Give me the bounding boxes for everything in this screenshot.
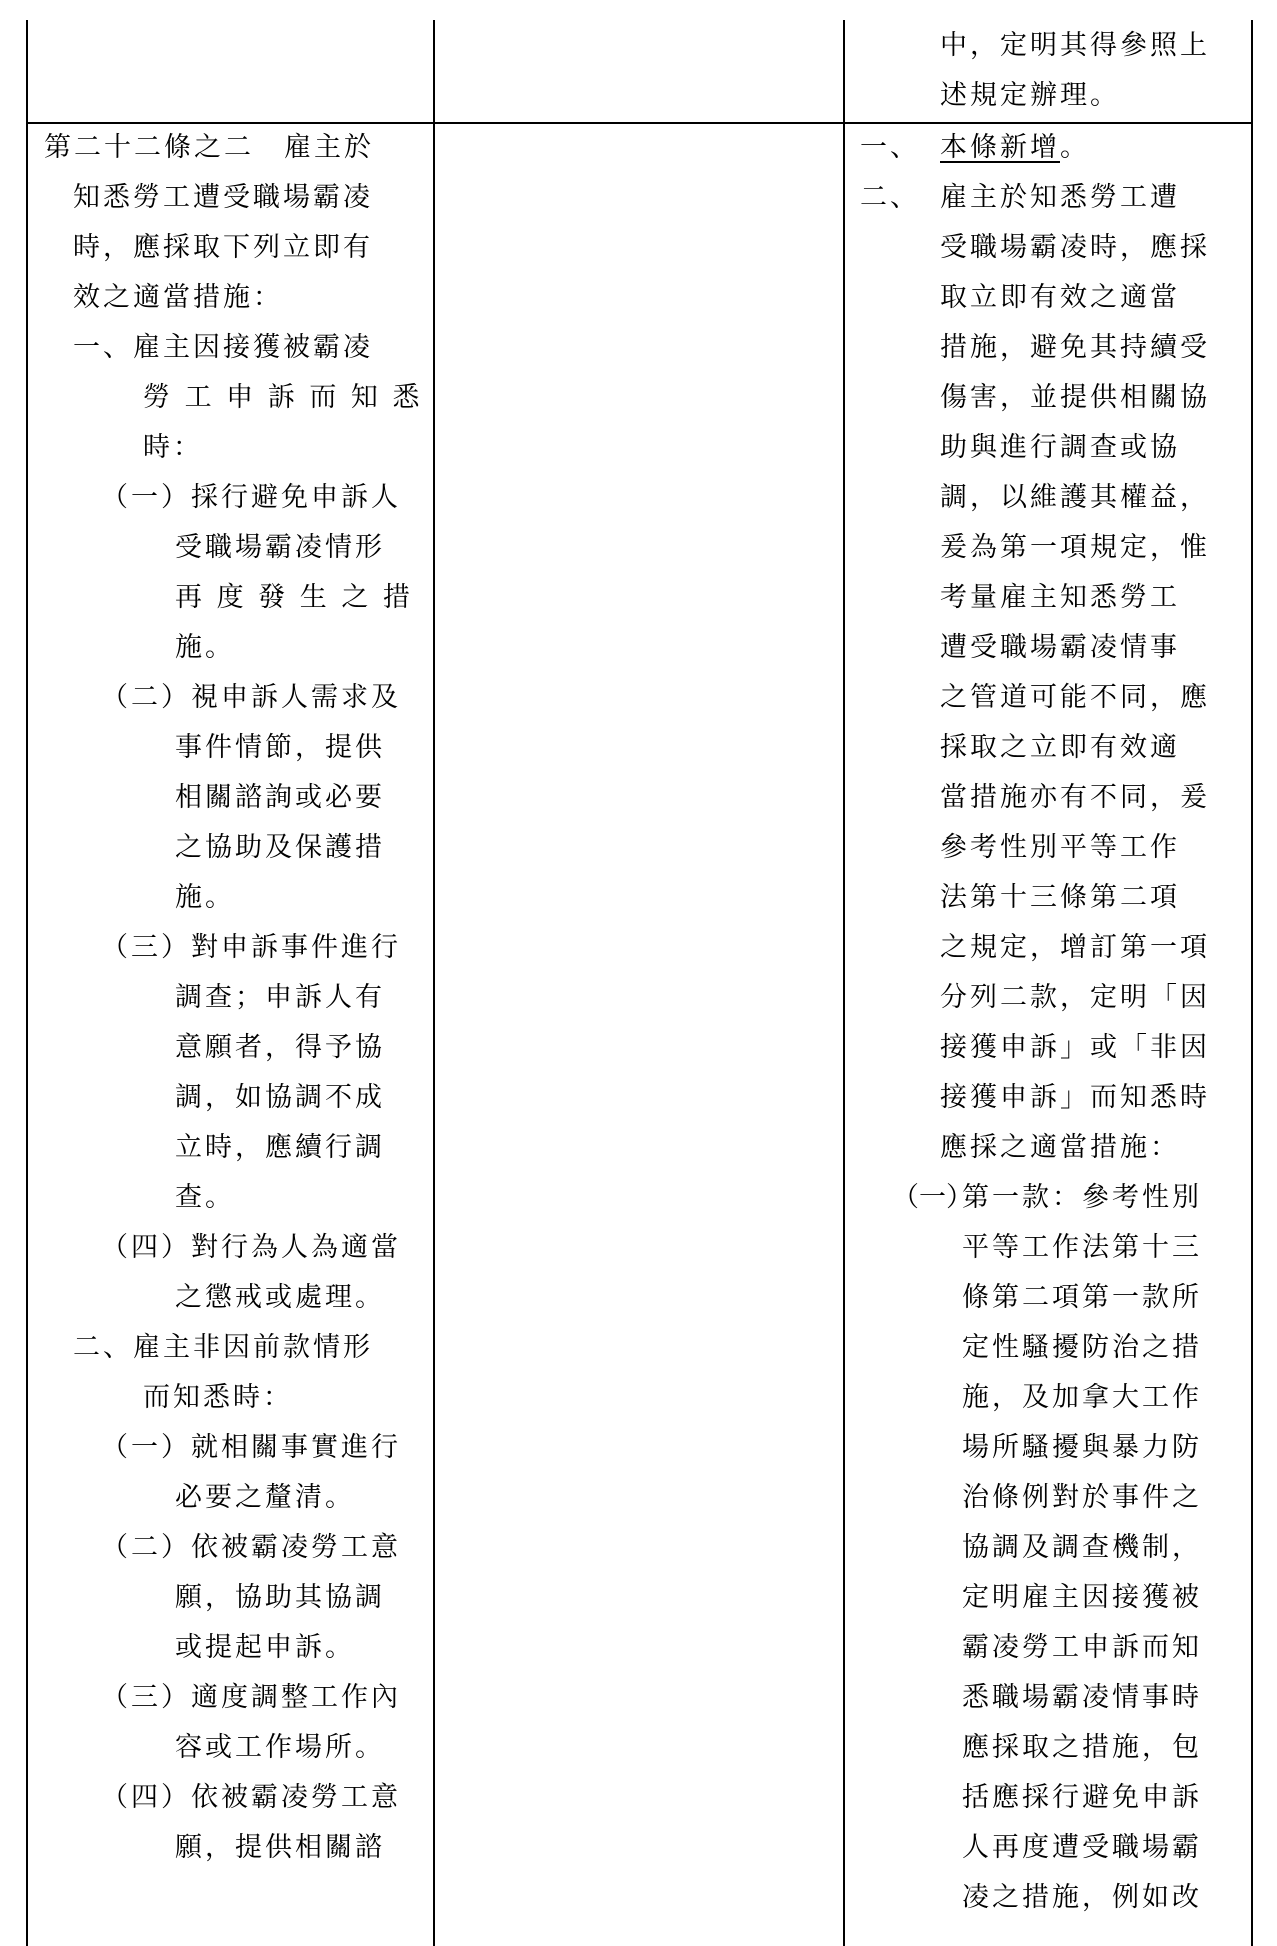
text-line: 悉職場霸凌情事時 xyxy=(962,1682,1202,1713)
text-line: 霸凌勞工申訴而知 xyxy=(962,1632,1202,1663)
punctuation: 。 xyxy=(1060,132,1090,163)
item-label: 一、 xyxy=(860,132,920,163)
text-line: 受職場霸凌時，應採 xyxy=(940,232,1210,263)
text-line: 定明雇主因接獲被 xyxy=(962,1582,1202,1613)
text-line: 調，以維護其權益， xyxy=(940,482,1210,513)
text-line: 意願者，得予協 xyxy=(175,1032,385,1063)
text-line: （四）依被霸凌勞工意 xyxy=(101,1782,401,1813)
row-divider xyxy=(26,122,1253,124)
text-line: 平等工作法第十三 xyxy=(962,1232,1202,1263)
text-line: 第一款：參考性別 xyxy=(962,1182,1202,1213)
text-line: 中，定明其得參照上 xyxy=(940,30,1210,61)
text-line: 述規定辦理。 xyxy=(940,80,1120,111)
text-line: 措施，避免其持續受 xyxy=(940,332,1210,363)
subitem-label: （一） xyxy=(892,1182,973,1213)
text-line: （一）就相關事實進行 xyxy=(101,1432,401,1463)
text-line: 施。 xyxy=(175,882,235,913)
text-line: 之懲戒或處理。 xyxy=(175,1282,385,1313)
text-line: 協調及調查機制， xyxy=(962,1532,1202,1563)
text-line: 接獲申訴」或「非因 xyxy=(940,1032,1210,1063)
column-divider-1 xyxy=(433,20,435,1946)
text-line: （二）依被霸凌勞工意 xyxy=(101,1532,401,1563)
text-line: （二）視申訴人需求及 xyxy=(101,682,401,713)
explanation-item-1 xyxy=(860,134,1090,161)
text-line: 場所騷擾與暴力防 xyxy=(962,1432,1202,1463)
text-line: 勞 工 申 訴 而 知 悉 xyxy=(143,382,423,413)
text-line: 或提起申訴。 xyxy=(175,1632,355,1663)
underlined-text: 本條新增 xyxy=(940,132,1060,163)
text-line: 括應採行避免申訴 xyxy=(962,1782,1202,1813)
text-line: 之規定，增訂第一項 xyxy=(940,932,1210,963)
text-line: 應採之適當措施： xyxy=(940,1132,1180,1163)
text-line: 時： xyxy=(143,432,203,463)
text-line: 雇主於知悉勞工遭 xyxy=(940,182,1180,213)
text-line: 人再度遭受職場霸 xyxy=(962,1832,1202,1863)
text-line: 之管道可能不同，應 xyxy=(940,682,1210,713)
text-line: （一）採行避免申訴人 xyxy=(101,482,401,513)
text-line: 二、雇主非因前款情形 xyxy=(73,1332,373,1363)
text-line: 調查；申訴人有 xyxy=(175,982,385,1013)
article-number: 第二十二條之二 xyxy=(44,132,254,163)
text-line: 定性騷擾防治之措 xyxy=(962,1332,1202,1363)
text-line: 事件情節，提供 xyxy=(175,732,385,763)
text-line: 當措施亦有不同，爰 xyxy=(940,782,1210,813)
text-line: （四）對行為人為適當 xyxy=(101,1232,401,1263)
text-line: 再 度 發 生 之 措 xyxy=(175,582,413,613)
text-line: 之協助及保護措 xyxy=(175,832,385,863)
text-line: 爰為第一項規定，惟 xyxy=(940,532,1210,563)
text-line: 採取之立即有效適 xyxy=(940,732,1180,763)
text-line: 取立即有效之適當 xyxy=(940,282,1180,313)
text-line: 分列二款，定明「因 xyxy=(940,982,1210,1013)
article-heading xyxy=(44,134,374,161)
text-line: 而知悉時： xyxy=(143,1382,293,1413)
text-line: 時，應採取下列立即有 xyxy=(73,232,373,263)
text-line: 傷害，並提供相關協 xyxy=(940,382,1210,413)
text-line: 考量雇主知悉勞工 xyxy=(940,582,1180,613)
text-line: 必要之釐清。 xyxy=(175,1482,355,1513)
text-line: 效之適當措施： xyxy=(73,282,283,313)
text-line: 凌之措施，例如改 xyxy=(962,1882,1202,1913)
text-line: 查。 xyxy=(175,1182,235,1213)
table-border-right xyxy=(1251,20,1253,1946)
text-line: 一、雇主因接獲被霸凌 xyxy=(73,332,373,363)
text-line: 調，如協調不成 xyxy=(175,1082,385,1113)
text-line: 遭受職場霸凌情事 xyxy=(940,632,1180,663)
text-line: 受職場霸凌情形 xyxy=(175,532,385,563)
explanation-subitem-1 xyxy=(892,1184,1202,1211)
table-border-left xyxy=(26,20,28,1946)
text-line: 助與進行調查或協 xyxy=(940,432,1180,463)
text-line: 參考性別平等工作 xyxy=(940,832,1180,863)
article-heading-text: 雇主於 xyxy=(284,132,374,163)
text-line: 知悉勞工遭受職場霸凌 xyxy=(73,182,373,213)
column-divider-2 xyxy=(843,20,845,1946)
item-label: 二、 xyxy=(860,182,920,213)
text-line: 容或工作場所。 xyxy=(175,1732,385,1763)
text-line: （三）適度調整工作內 xyxy=(101,1682,401,1713)
text-line: 立時，應續行調 xyxy=(175,1132,385,1163)
explanation-item-2 xyxy=(860,184,1180,211)
text-line: 治條例對於事件之 xyxy=(962,1482,1202,1513)
text-line: （三）對申訴事件進行 xyxy=(101,932,401,963)
text-line: 願，提供相關諮 xyxy=(175,1832,385,1863)
text-line: 相關諮詢或必要 xyxy=(175,782,385,813)
text-line: 應採取之措施，包 xyxy=(962,1732,1202,1763)
text-line: 條第二項第一款所 xyxy=(962,1282,1202,1313)
text-line: 法第十三條第二項 xyxy=(940,882,1180,913)
text-line: 接獲申訴」而知悉時 xyxy=(940,1082,1210,1113)
text-line: 願，協助其協調 xyxy=(175,1582,385,1613)
text-line: 施，及加拿大工作 xyxy=(962,1382,1202,1413)
text-line: 施。 xyxy=(175,632,235,663)
